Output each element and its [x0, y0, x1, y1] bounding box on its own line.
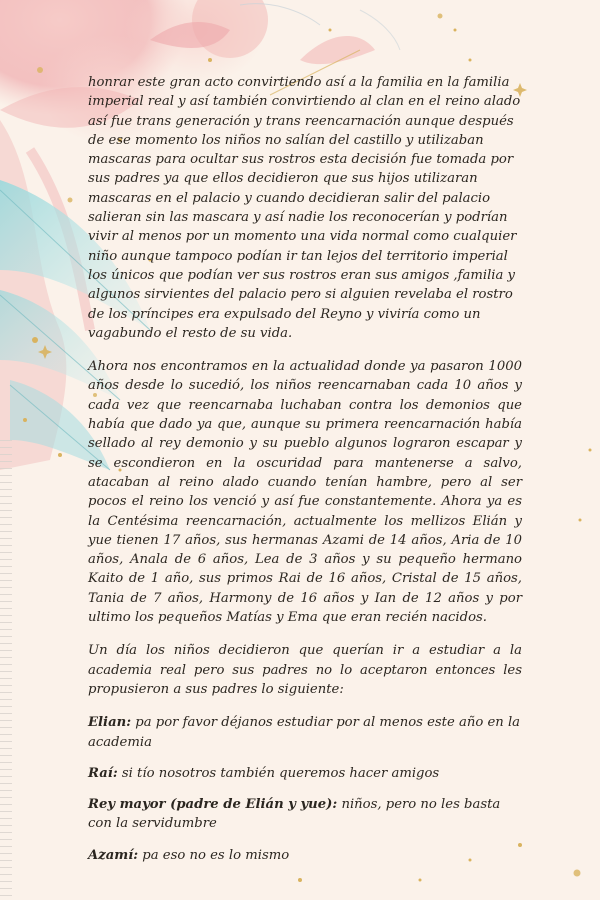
paragraph: Un día los niños decidieron que querían ir a estudiar a la academia real pero sus padres no lo aceptaron entonces les propusieron a sus padres lo siguiente: [88, 643, 522, 697]
dialogue-text: pa por favor déjanos estudiar por al menos este año en la academia [88, 715, 521, 750]
dialogue-text: si tío nosotros también queremos hacer amigos [117, 765, 440, 781]
dialogue-text: niños, pero no les basta con la servidumbre [88, 797, 501, 832]
story-text [88, 73, 522, 877]
spiral-binding-icon [0, 440, 12, 900]
paragraph: honrar este gran acto convirtiendo así a la familia en la familia imperial real y así también convirtiendo al clan en el reino alado así fue trans generación y trans reencarnación aunque después de ese momento los niños no salían del castillo y utilizaban mascaras para ocultar sus rostros esta decisión fue tomada por sus padres ya que ellos decidieron que sus hijos utilizaran mascaras en el palacio y cuando decidieran salir del palacio salieran sin las mascara y así nadie los reconocerían y podrían vivir al menos por un momento una vida normal como cualquier niño aunque tampoco podían ir tan lejos del territorio imperial los únicos que podían ver sus rostros eran sus amigos ,familia y algunos sirvientes del palacio pero si alguien revelaba el rostro de los príncipes era expulsado del Reyno y viviría como un vagabundo el resto de su vida. [88, 75, 521, 341]
dialogue-line [88, 846, 522, 865]
dialogue-line [88, 764, 522, 783]
speaker-name: Rey mayor (padre de Elián y yue): [88, 797, 338, 813]
dialogue-line [88, 713, 522, 752]
speaker-name: Raí: [88, 765, 118, 781]
speaker-name: Elian: [88, 715, 132, 731]
speaker-name: Azamí: [88, 847, 139, 863]
paragraph: Ahora nos encontramos en la actualidad donde ya pasaron 1000 años desde lo sucedió, los niños reencarnaban cada 10 años y cada vez que reencarnaba luchaban contra los demonios que había que dado ya que, aunque su primera reencarnación había sellado al rey demonio y su pueblo algunos lograron escapar y se escondieron en la oscuridad para mantenerse a salvo, atacaban al reino alado cuando tenían hambre, pero al ser pocos el reino los venció y así fue constantemente. Ahora ya es la Centésima reencarnación, actualmente los mellizos Elián y yue tienen 17 años, sus hermanas Azami de 14 años, Aria de 10 años, Anala de 6 años, Lea de 3 años y su pequeño hermano Kaito de 1 año, sus primos Rai de 16 años, Cristal de 15 años, Tania de 7 años, Harmony de 16 años y Ian de 12 años y por ultimo los pequeños Matías y Ema que eran recién nacidos. [88, 359, 522, 626]
dialogue-line [88, 795, 522, 834]
dialogue-text: pa eso no es lo mismo [138, 847, 290, 863]
